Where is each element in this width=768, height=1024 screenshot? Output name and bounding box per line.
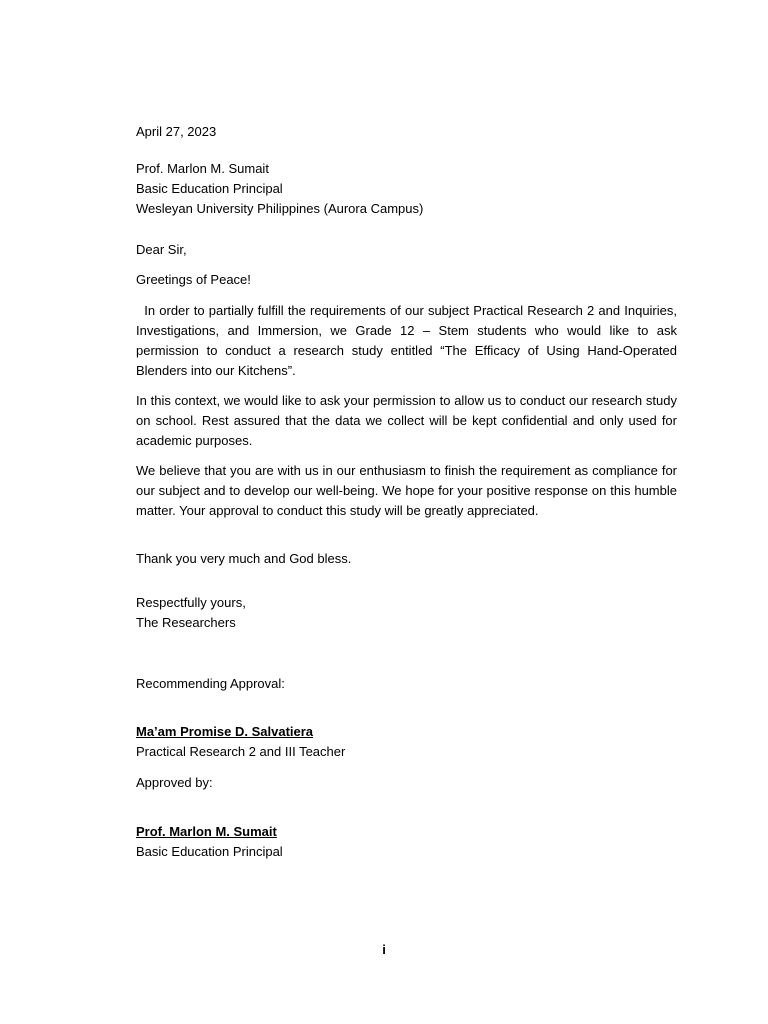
thanks-line: Thank you very much and God bless. [136, 551, 352, 566]
recommending-label: Recommending Approval: [136, 676, 285, 691]
body-paragraph-1: In order to partially fulfill the requirements of our subject Practical Research 2 and Inquiries, Investigations, and Immersion, we Grade 12 – Stem students who would like to ask permission to conduct a research study entitled “The Efficacy of Using Hand-Operated Blenders into our Kitchens”. [136, 303, 677, 378]
closing: Respectfully yours, [136, 595, 246, 610]
salutation: Dear Sir, [136, 242, 187, 257]
recipient-name: Prof. Marlon M. Sumait [136, 161, 269, 176]
approver-title: Basic Education Principal [136, 844, 283, 859]
signatory: The Researchers [136, 615, 236, 630]
recipient-institution: Wesleyan University Philippines (Aurora Campus) [136, 201, 424, 216]
closing-block [136, 593, 677, 633]
approver-block [136, 822, 677, 862]
recommender-block [136, 722, 677, 762]
body-paragraph-2: In this context, we would like to ask your permission to allow us to conduct our research study on school. Rest assured that the data we collect will be kept confidential and only used for academic purposes. [136, 393, 677, 448]
page-number: i [382, 942, 386, 957]
letter-date: April 27, 2023 [136, 124, 217, 139]
recommender-name: Ma’am Promise D. Salvatiera [136, 724, 314, 739]
recommender-title: Practical Research 2 and III Teacher [136, 744, 346, 759]
approved-label: Approved by: [136, 775, 213, 790]
recipient-block [136, 159, 677, 219]
recipient-title: Basic Education Principal [136, 181, 283, 196]
greeting: Greetings of Peace! [136, 272, 251, 287]
approver-name: Prof. Marlon M. Sumait [136, 824, 277, 839]
body-paragraph-3: We believe that you are with us in our enthusiasm to finish the requirement as compliance for our subject and to develop our well-being. We hope for your positive response on this humble matter. Your approval to conduct this study will be greatly appreciated. [136, 463, 677, 518]
